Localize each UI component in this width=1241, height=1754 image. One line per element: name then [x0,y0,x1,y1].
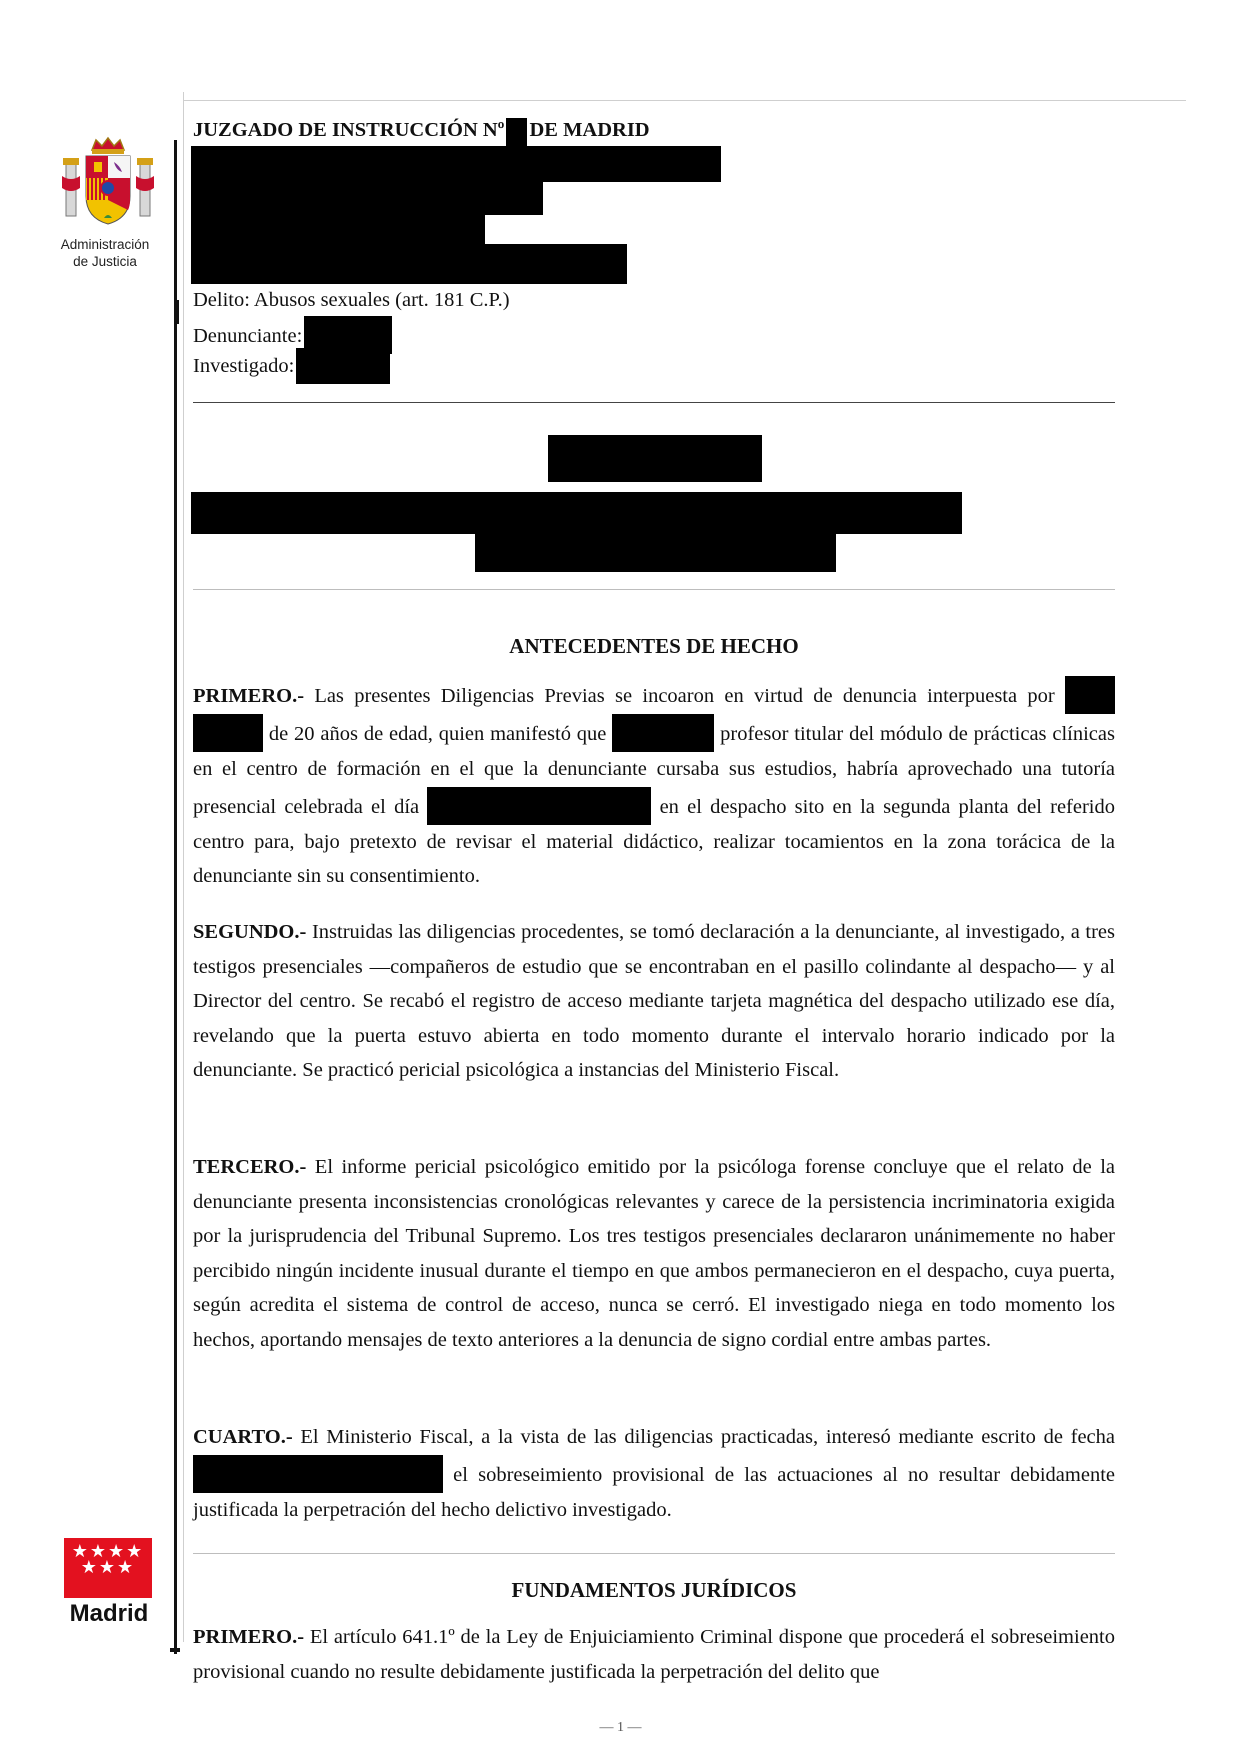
redaction-block [191,182,543,215]
primero-text: profesor titular del módulo de prácticas clínicas en el centro de formación en el que la denunciante cursaba sus estudios, habría aprovechado una tutoría presencial celebrada el día [193,723,1115,818]
primero-text: Las presentes Diligencias Previas se incoaron en virtud de denuncia interpuesta por [304,685,1065,707]
section-separator [193,589,1115,590]
fundamentos-primero-text: El artículo 641.1º de la Ley de Enjuiciamiento Criminal dispone que procederá el sobreseimiento provisional cuando no resulte debidamente justificada la perpetración del delito que [193,1626,1115,1683]
madrid-flag-logo [64,1538,152,1598]
court-heading [193,114,650,146]
redaction-court-number [506,118,527,148]
margin-rule-thick [174,140,177,1654]
investigado-label: Investigado: [193,355,295,377]
redaction-block [191,492,962,534]
region-name: Madrid [69,1600,149,1627]
redaction-block [548,435,762,482]
redaction-investigado [296,348,390,384]
court-suffix: DE MADRID [529,119,650,141]
primero-text: en el despacho sito en la segunda planta del referido centro para, bajo pretexto de revisar el material didáctico, realizar tocamientos en la zona torácica de la denunciante sin su consentimiento. [193,795,1115,887]
fundamentos-primero [193,1620,1115,1689]
court-prefix: JUZGADO DE INSTRUCCIÓN Nº [193,119,505,141]
segundo-label: SEGUNDO.- [193,921,307,943]
antecedentes-cuarto [193,1420,1115,1527]
antecedentes-tercero [193,1150,1115,1357]
primero-label: PRIMERO.- [193,685,305,707]
antecedentes-primero [193,676,1115,894]
redaction-block [191,214,485,244]
stars-icon: ★★★★ ★★★ [71,1541,145,1578]
antecedentes-title: ANTECEDENTES DE HECHO [509,634,799,658]
redaction-name [193,714,263,752]
cuarto-label: CUARTO.- [193,1426,293,1448]
section-separator [193,1553,1115,1554]
redaction-name [1065,676,1115,714]
redaction-block [191,244,627,284]
redaction-name [612,714,714,752]
top-rule [183,100,1186,101]
fundamentos-primero-label: PRIMERO.- [193,1626,305,1648]
margin-tick [170,1648,180,1652]
antecedentes-segundo [193,915,1115,1088]
segundo-text: Instruidas las diligencias procedentes, se tomó declaración a la denunciante, al investigado, a tres testigos presenciales —compañeros de estudio que se encontraban en el pasillo colindante al despacho— y al Director del centro. Se recabó el registro de acceso mediante tarjeta magnética del despacho utilizado ese día, revelando que la puerta estuvo abierta en todo momento durante el intervalo horario indicado por la denunciante. Se practicó pericial psicológica a instancias del Ministerio Fiscal. [193,921,1115,1081]
coat-of-arms-logo [58,136,158,232]
redaction-block [475,532,836,572]
cuarto-text: El Ministerio Fiscal, a la vista de las diligencias practicadas, interesó mediante escrito de fecha [292,1426,1115,1448]
org-name-line1: Administración [60,237,150,252]
redaction-block [191,146,721,182]
org-name [40,236,170,270]
tercero-text: El informe pericial psicológico emitido por la psicóloga forense concluye que el relato de la denunciante presenta inconsistencias cronológicas relevantes y carece de la persistencia incriminatoria exigida por la jurisprudencia del Tribunal Supremo. Los tres testigos presenciales declararon unánimemente no haber percibido ningún incidente inusual durante el tiempo en que ambos permanecieron en el despacho, cuya puerta, según acredita el sistema de control de acceso, nunca se cerró. El investigado niega en todo momento los hechos, aportando mensajes de texto anteriores a la denuncia de signo cordial entre ambas partes. [193,1156,1115,1351]
page-number: — 1 — [599,1720,642,1735]
header-separator [193,402,1115,403]
margin-rule-thin [183,92,184,1642]
denunciante-label: Denunciante: [193,325,303,347]
margin-tick [176,300,179,324]
redaction-date [193,1455,443,1493]
delito-line: Delito: Abusos sexuales (art. 181 C.P.) [193,289,510,311]
cuarto-text: el sobreseimiento provisional de las actuaciones al no resultar debidamente justificada la perpetración del hecho delictivo investigado. [193,1463,1115,1521]
fundamentos-title: FUNDAMENTOS JURÍDICOS [511,1578,797,1602]
tercero-label: TERCERO.- [193,1156,307,1178]
primero-text: de 20 años de edad, quien manifestó que [263,723,613,745]
org-name-line2: de Justicia [73,254,137,269]
investigado-line [193,348,390,384]
redaction-date [427,787,651,825]
